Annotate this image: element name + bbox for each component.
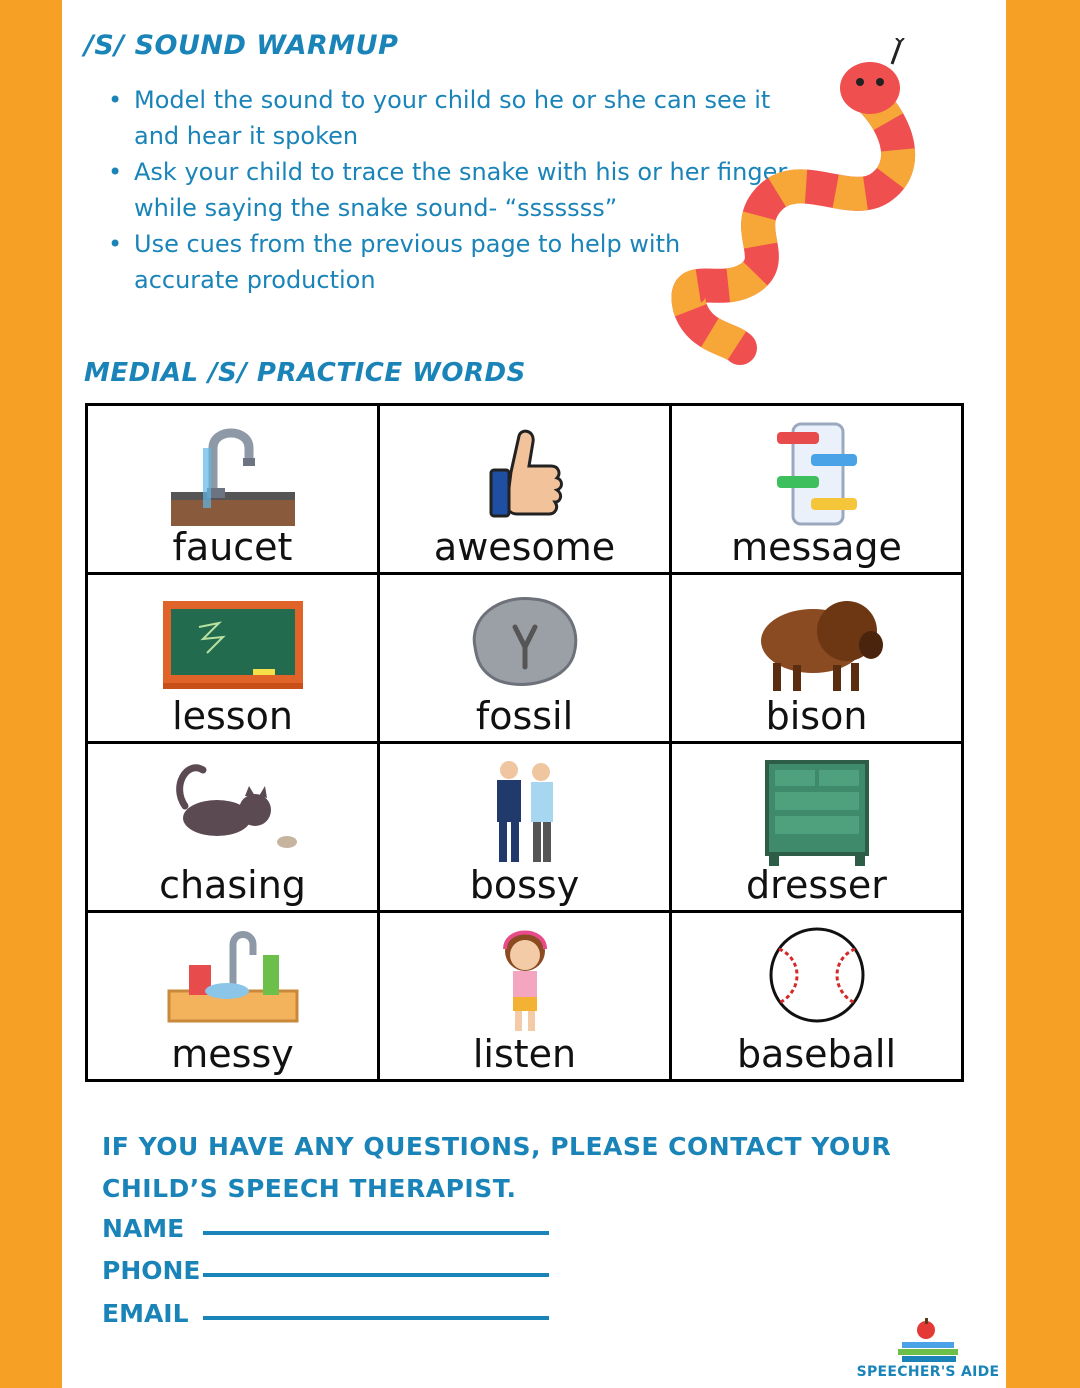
practice-word-grid (85, 403, 964, 1082)
word-label: bossy (469, 863, 580, 907)
table-row (87, 912, 963, 1081)
word-label: dresser (746, 863, 887, 907)
name-field-line[interactable] (203, 1231, 549, 1235)
word-card (671, 743, 963, 912)
word-card (87, 743, 379, 912)
chalkboard-icon (163, 587, 303, 699)
boss-and-worker-icon (455, 756, 595, 868)
table-row (87, 743, 963, 912)
phone-field[interactable] (102, 1251, 562, 1291)
word-label: message (731, 525, 902, 569)
speechers-aide-logo (856, 1316, 1000, 1388)
word-label: awesome (433, 525, 616, 569)
table-row (87, 405, 963, 574)
right-border (1006, 0, 1080, 1388)
table-row (87, 574, 963, 743)
messy-sink-icon (163, 925, 303, 1037)
email-field-line[interactable] (203, 1316, 549, 1320)
practice-title: MEDIAL /S/ PRACTICE WORDS (84, 358, 526, 388)
word-card (87, 574, 379, 743)
snake-icon (660, 38, 920, 368)
cat-chasing-mouse-icon (163, 756, 303, 868)
instruction-item: • Use cues from the previous page to help with accurate production (108, 226, 788, 298)
instruction-item: • Model the sound to your child so he or she can see it and hear it spoken (108, 82, 788, 154)
word-label: bison (765, 694, 868, 738)
left-border (0, 0, 62, 1388)
phone-messages-icon (747, 418, 887, 530)
word-label: fossil (475, 694, 574, 738)
name-field[interactable] (102, 1209, 562, 1249)
word-label: lesson (172, 694, 293, 738)
fossil-rock-icon (455, 587, 595, 699)
word-card (379, 405, 671, 574)
bison-icon (747, 587, 887, 699)
word-label: chasing (159, 863, 306, 907)
contact-question: IF YOU HAVE ANY QUESTIONS, PLEASE CONTACT YOUR CHILD’S SPEECH THERAPIST. (102, 1132, 892, 1203)
name-field-label: NAME (102, 1214, 185, 1243)
phone-field-line[interactable] (203, 1273, 549, 1277)
word-card (379, 743, 671, 912)
word-card (671, 405, 963, 574)
instruction-item: • Ask your child to trace the snake with his or her finger while saying the snake sound- “sssssss” (108, 154, 788, 226)
word-label: listen (472, 1032, 577, 1076)
email-field[interactable] (102, 1294, 562, 1334)
girl-with-headphones-icon (455, 925, 595, 1037)
word-card (671, 574, 963, 743)
dresser-icon (747, 756, 887, 868)
faucet-icon (163, 418, 303, 530)
word-label: messy (171, 1032, 294, 1076)
warmup-title: /S/ SOUND WARMUP (84, 30, 399, 61)
word-card (87, 405, 379, 574)
thumbs-up-icon (455, 418, 595, 530)
word-label: baseball (736, 1032, 897, 1076)
baseball-icon (747, 925, 887, 1037)
word-card (671, 912, 963, 1081)
word-card (379, 574, 671, 743)
phone-field-label: PHONE (102, 1256, 201, 1285)
word-label: faucet (172, 525, 293, 569)
word-card (379, 912, 671, 1081)
apple-books-icon (856, 1316, 1000, 1364)
email-field-label: EMAIL (102, 1299, 189, 1328)
logo-text: SPEECHER'S AIDE (856, 1364, 1000, 1380)
word-card (87, 912, 379, 1081)
